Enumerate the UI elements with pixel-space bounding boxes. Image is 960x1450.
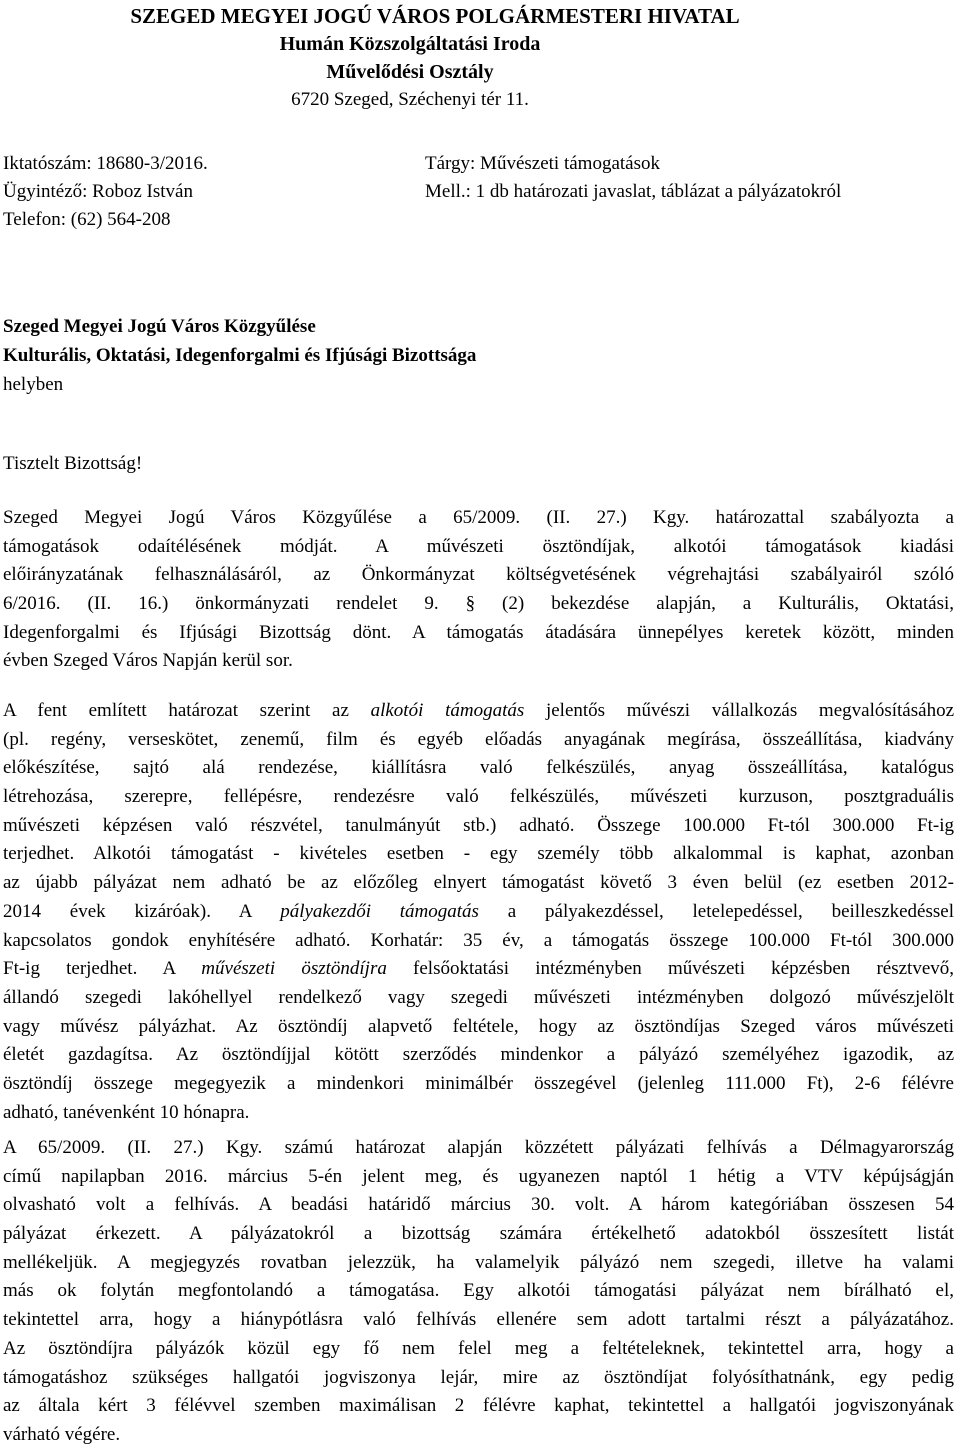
- paragraph-line: más ok folytán megfontolandó a támogatása. Egy alkotói támogatási pályázat nem bírálható el,: [3, 1280, 954, 1302]
- text-run: 2014 évek kizáróak). A: [3, 900, 281, 922]
- text-run: jelentős művészi vállalkozás megvalósításához: [524, 700, 954, 721]
- text-run: felsőoktatási intézményben művészeti képzésben résztvevő,: [386, 958, 954, 980]
- term-art-scholarship: művészeti ösztöndíjra: [201, 958, 387, 980]
- paragraph-line: olvasható volt a felhívás. A beadási határidő március 30. volt. A három kategóriában összesen 54: [3, 1194, 954, 1216]
- text-run: a pályakezdéssel, letelepedéssel, beilleszkedéssel: [478, 900, 954, 922]
- attachment-line: Mell.: 1 db határozati javaslat, táblázat a pályázatokról: [425, 181, 842, 202]
- paragraph-line: előkészítése, sajtó alá rendezése, kiállításra való felkészülés, anyag összeállítása, katalógus: [3, 757, 954, 779]
- paragraph-line: pályázat érkezett. A pályázatokról a bizottság számára értékelhető adatokból összesített listát: [3, 1223, 954, 1245]
- paragraph-line: [3, 955, 954, 984]
- addressee-block: [3, 312, 943, 399]
- paragraph-support-types: [3, 697, 954, 1127]
- paragraph-line: az általa kért 3 félévvel szemben maximálisan 2 félévre kaphat, tekintettel a hallgatói jogviszonyának: [3, 1395, 954, 1417]
- file-number: Iktatószám: 18680-3/2016.: [3, 153, 208, 174]
- paragraph-line: Az ösztöndíjra pályázók közül egy fő nem felel meg a feltételeknek, tekintettel arra, hogy a: [3, 1337, 954, 1359]
- paragraph-line: Idegenforgalmi és Ifjúsági Bizottság dönt. A támogatás átadására ünnepélyes keretek között, minden: [3, 621, 954, 643]
- salutation: Tisztelt Bizottság!: [3, 453, 143, 474]
- paragraph-line: A 65/2009. (II. 27.) Kgy. számú határozat alapján közzétett pályázati felhívás a Délmagyarország: [3, 1137, 954, 1158]
- paragraph-line: című napilapban 2016. március 5-én jelent meg, és ugyanezen naptól 1 hétig a VTV képújságján: [3, 1165, 954, 1187]
- letterhead: [0, 2, 960, 114]
- paragraph-line: (pl. regény, verseskötet, zenemű, film és egyéb előadás anyagának megírása, összeállítása, kiadvány: [3, 728, 954, 750]
- paragraph-line: adható, tanévenként 10 hónapra.: [3, 1101, 250, 1123]
- paragraph-line: kapcsolatos gondok enyhítésére adható. Korhatár: 35 év, a támogatás összege 100.000 Ft-tól 300.000: [3, 929, 954, 951]
- office-name: Humán Közszolgáltatási Iroda: [279, 33, 541, 55]
- paragraph-line: 6/2016. (II. 16.) önkormányzati rendelet 9. § (2) bekezdése alapján, a Kulturális, Oktatási,: [3, 593, 954, 615]
- paragraph-line: életét gazdagítsa. Az ösztöndíjjal kötött szerződés mindenkor a pályázó személyéhez igazodik, az: [3, 1044, 954, 1066]
- paragraph-regulation: [3, 504, 954, 676]
- department-name: Művelődési Osztály: [326, 61, 494, 83]
- addressee-assembly: Szeged Megyei Jogú Város Közgyűlése: [3, 316, 316, 337]
- institution-name: SZEGED MEGYEI JOGÚ VÁROS POLGÁRMESTERI HIVATAL: [130, 4, 740, 28]
- addressee-location: helyben: [3, 374, 64, 395]
- paragraph-line: vagy művész pályázhat. Az ösztöndíj alapvető feltétele, hogy az ösztöndíjas Szeged város művészeti: [3, 1015, 954, 1037]
- paragraph-line: az újabb pályázat nem adható be az előzőleg elnyert támogatást követő 3 éven belül (ez esetben 2012-: [3, 872, 954, 894]
- paragraph-line: Szeged Megyei Jogú Város Közgyűlése a 65/2009. (II. 27.) Kgy. határozattal szabályozta a: [3, 507, 954, 528]
- office-address: 6720 Szeged, Széchenyi tér 11.: [291, 89, 529, 110]
- paragraph-line: előirányzatának felhasználásáról, az Önkormányzat költségvetésének végrehajtási szabályairól szóló: [3, 564, 954, 586]
- paragraph-line: ösztöndíj összege megegyezik a mindenkori minimálbér összegével (jelenleg 111.000 Ft), 2-6 félévre: [3, 1072, 954, 1094]
- term-career-start-support: pályakezdői támogatás: [280, 900, 479, 922]
- addressee-committee: Kulturális, Oktatási, Idegenforgalmi és Ifjúsági Bizottsága: [3, 345, 477, 366]
- paragraph-line: mellékeljük. A megjegyzés rovatban jelezzük, ha valamelyik pályázó nem szegedi, illetve ha valami: [3, 1251, 954, 1273]
- phone-number: Telefon: (62) 564-208: [3, 209, 171, 230]
- paragraph-line: várható végére.: [3, 1423, 121, 1445]
- paragraph-line: létrehozása, szerepre, fellépésre, rendezésre való felkészülés, művészeti kurzuson, posztgraduális: [3, 786, 954, 808]
- paragraph-applications: [3, 1134, 954, 1450]
- paragraph-line: állandó szegedi lakóhellyel rendelkező vagy szegedi művészeti intézményben dolgozó művészjelölt: [3, 986, 954, 1008]
- paragraph-line: tekintettel arra, hogy a hiánypótlásra való felhívás ellenére sem adott tartalmi részt a pályázatához.: [3, 1309, 954, 1331]
- paragraph-line: támogatások odaítélésének módját. A művészeti ösztöndíjak, alkotói támogatások kiadási: [3, 535, 954, 557]
- text-run: Ft-ig terjedhet. A: [3, 958, 202, 980]
- subject-line: Tárgy: Művészeti támogatások: [425, 153, 660, 174]
- paragraph-line: [3, 697, 954, 726]
- term-creative-support: alkotói támogatás: [370, 700, 525, 721]
- paragraph-line: évben Szeged Város Napján kerül sor.: [3, 650, 293, 672]
- reference-block: [3, 150, 413, 234]
- case-handler: Ügyintéző: Roboz István: [3, 181, 193, 202]
- paragraph-line: támogatáshoz szükséges hallgatói jogviszonya lejár, mire az ösztöndíjat folyósíthatnánk, egy pedig: [3, 1366, 954, 1388]
- subject-block: [425, 150, 960, 206]
- paragraph-line: terjedhet. Alkotói támogatást - kivételes esetben - egy személy több alkalommal is kaphat, azonban: [3, 843, 954, 865]
- text-run: A fent említett határozat szerint az: [3, 700, 371, 721]
- paragraph-line: [3, 898, 954, 927]
- paragraph-line: művészeti képzésen való részvétel, tanulmányút stb.) adható. Összege 100.000 Ft-tól 300.000 Ft-ig: [3, 814, 954, 836]
